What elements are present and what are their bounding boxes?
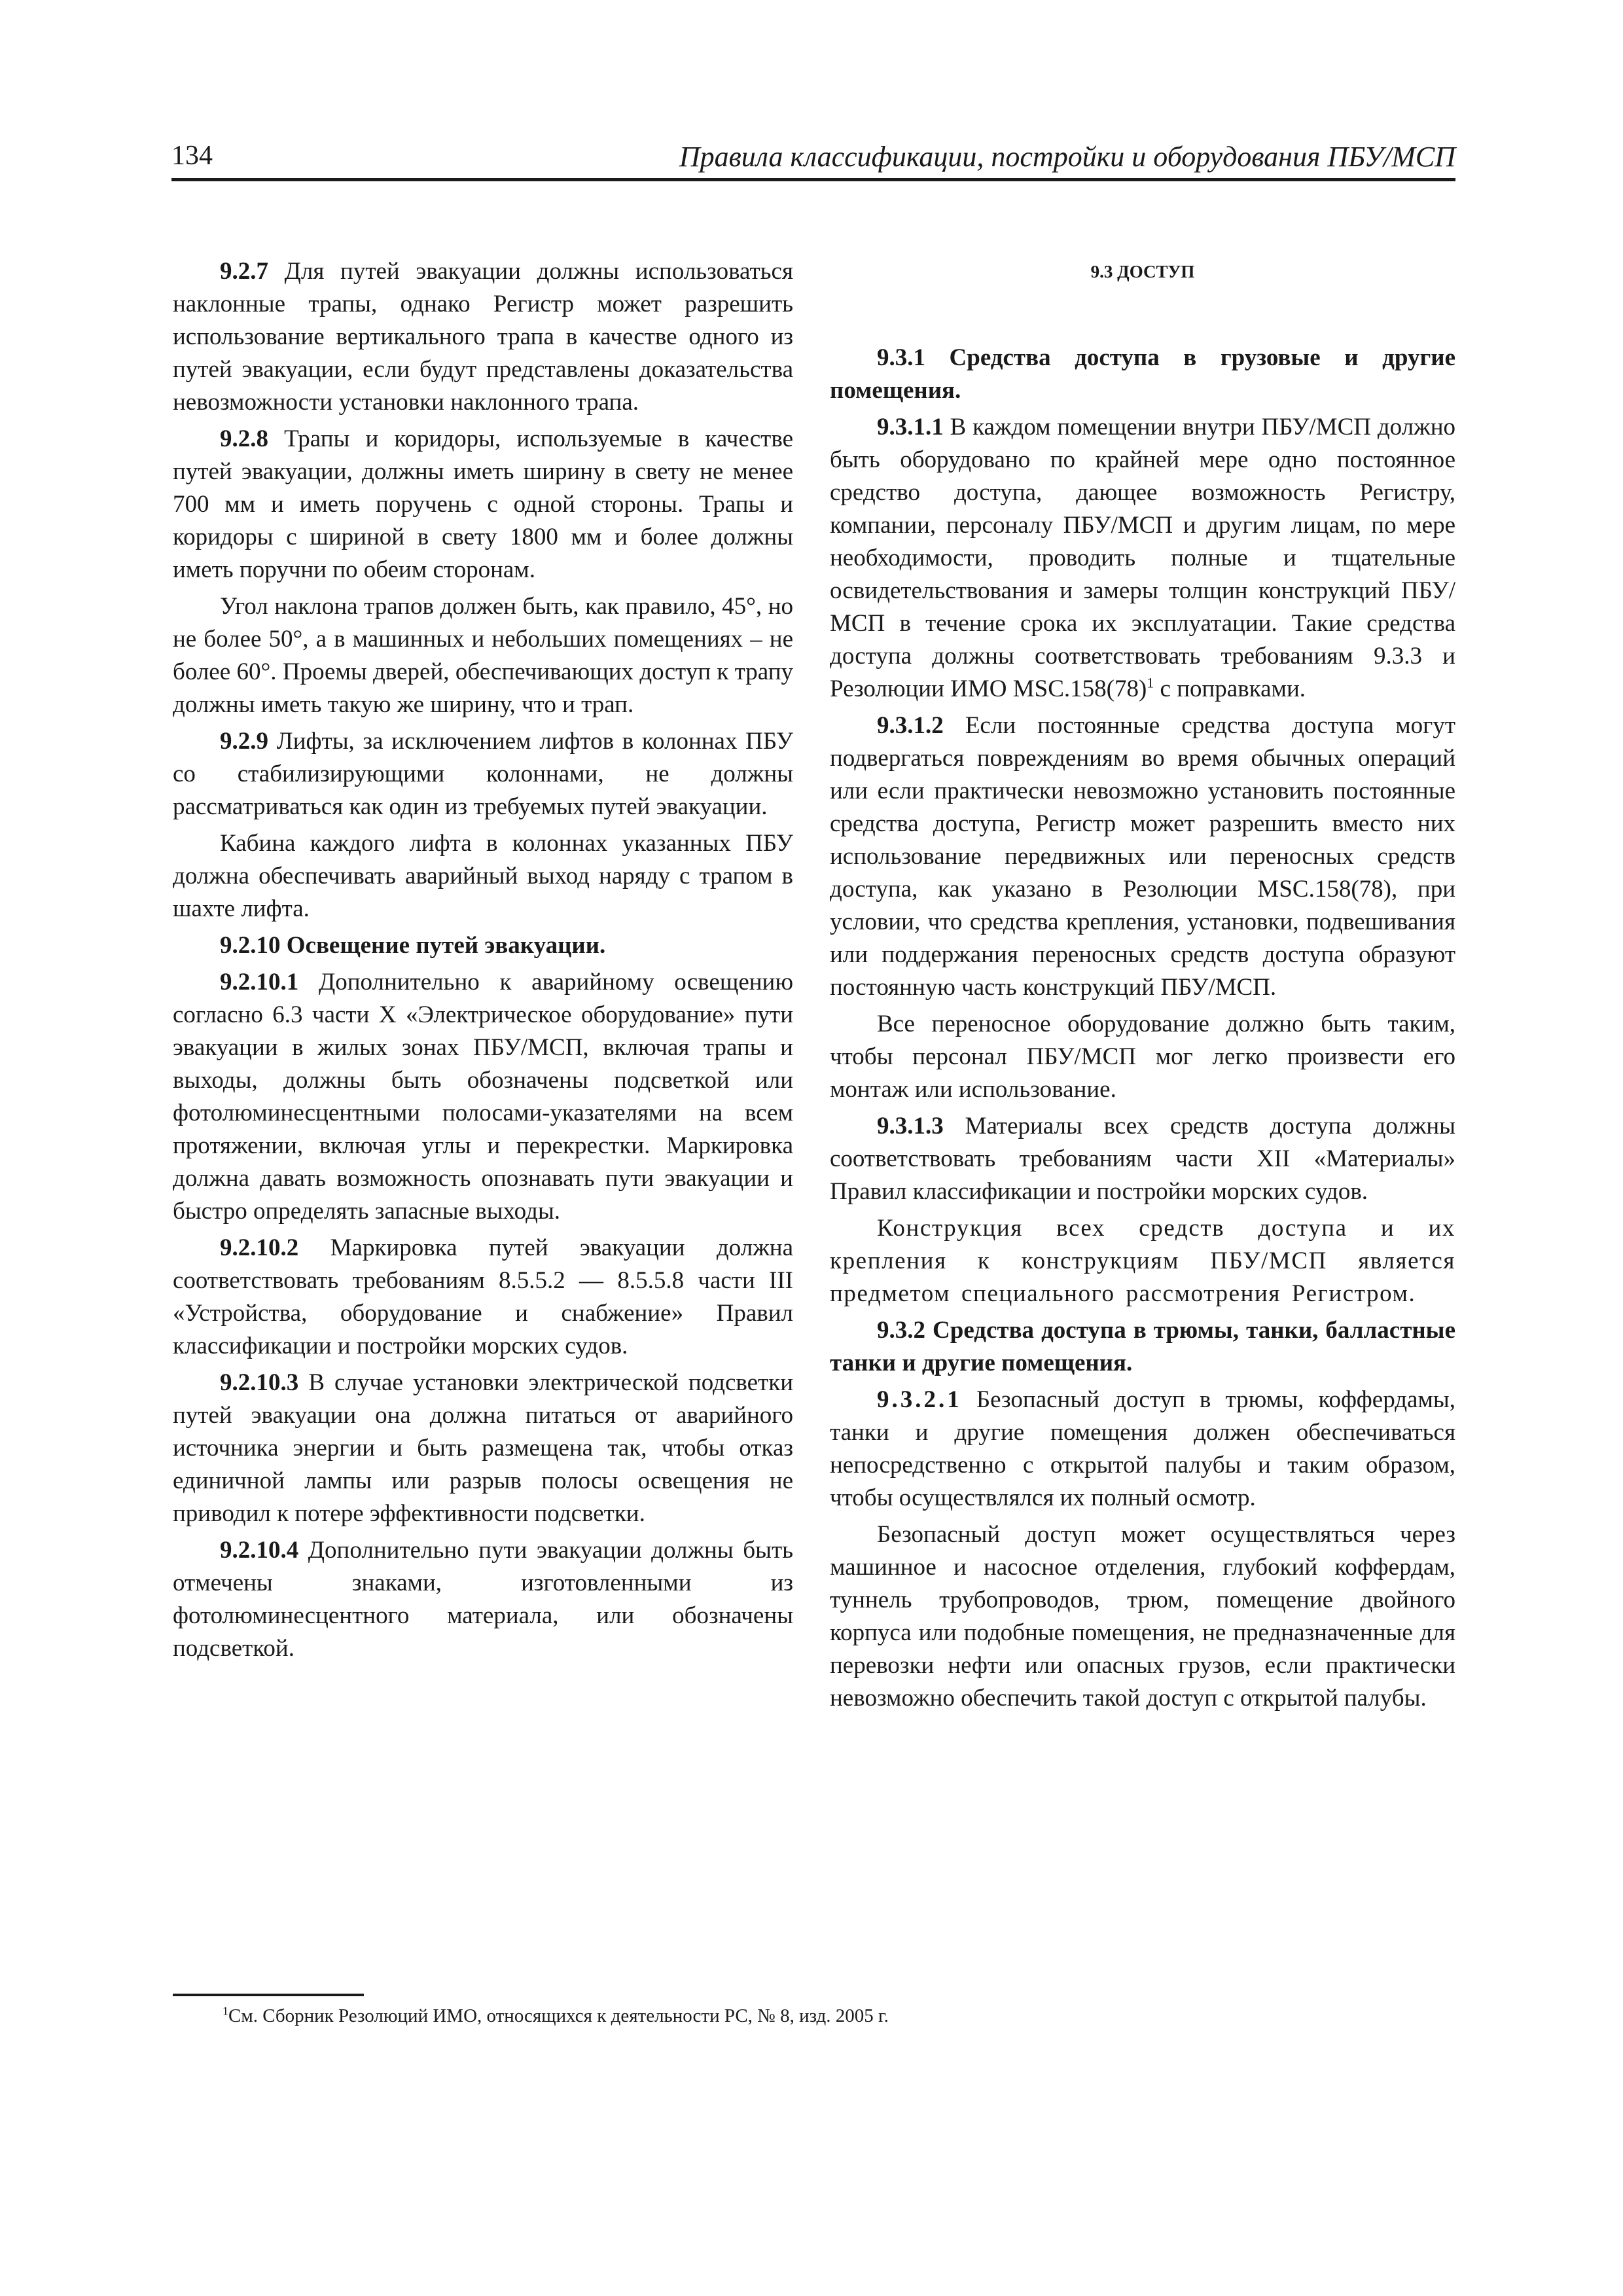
paragraph-9-2-10-4 xyxy=(173,1534,793,1665)
paragraph-9-2-10-1 xyxy=(173,966,793,1228)
clause-number: 9.2.8 xyxy=(220,425,268,452)
paragraph-text: Кабина каждого лифта в колоннах указанных ПБУ должна обеспечивать аварийный выход наряду с трапом в шахте лифта. xyxy=(173,830,793,922)
footnote-rule xyxy=(173,1994,364,1996)
paragraph-9-2-10-2 xyxy=(173,1232,793,1363)
clause-number: 9.2.10.4 xyxy=(220,1537,299,1564)
paragraph-text: Безопасный доступ в трюмы, коффердамы, танки и другие помещения должен обеспечиваться непосредственно с открытой палубы и таким образом, чтобы осуществлялся их полный осмотр. xyxy=(830,1386,1455,1511)
paragraph-stair-angle xyxy=(173,590,793,721)
footnote-text: См. Сборник Резолюций ИМО, относящихся к деятельности РС, № 8, изд. 2005 г. xyxy=(228,2005,889,2026)
paragraph-construction xyxy=(830,1212,1455,1310)
paragraph-text: Материалы всех средств доступа должны соответствовать требованиям части XII «Материалы» Правил классификации и постройки морских судов. xyxy=(830,1113,1455,1205)
paragraph-9-3-1-2 xyxy=(830,709,1455,1004)
footnote-marker: 1 xyxy=(223,2004,228,2018)
clause-number: 9.2.10.2 xyxy=(220,1234,299,1261)
footnote-reference: 1 xyxy=(1147,674,1154,691)
paragraph-text: Дополнительно пути эвакуации должны быть отмечены знаками, изготовленными из фотолюминесцентного материала, или обозначены подсветкой. xyxy=(173,1537,793,1662)
clause-number: 9.3.2.1 xyxy=(877,1386,962,1413)
heading-9-3-2 xyxy=(830,1314,1455,1380)
heading-9-2-10 xyxy=(173,929,793,962)
paragraph-safe-access xyxy=(830,1518,1455,1715)
paragraph-text-tail: с поправками. xyxy=(1154,675,1306,702)
paragraph-9-2-7 xyxy=(173,255,793,419)
paragraph-text: В каждом помещении внутри ПБУ/МСП должно быть оборудовано по крайней мере одно постоянное средство доступа, дающее возможность Регистру, компании, персоналу ПБУ/МСП и другим лицам, по мере необходимости, проводить полные и тщательные освидетельствования и замеры толщин конструкций ПБУ/МСП в течение срока их эксплуатации. Такие средства доступа должны соответствовать требованиям 9.3.3 и Резолюции ИМО MSC.158(78) xyxy=(830,414,1455,702)
paragraph-9-3-1-3 xyxy=(830,1110,1455,1208)
clause-number: 9.2.10.3 xyxy=(220,1369,299,1396)
paragraph-lift-cabin xyxy=(173,827,793,925)
paragraph-9-2-8 xyxy=(173,423,793,586)
clause-number: 9.2.10.1 xyxy=(220,969,299,996)
clause-number: 9.3.1.2 xyxy=(877,712,944,739)
paragraph-text: Конструкция всех средств доступа и их крепления к конструкциям ПБУ/МСП является предметом специального рассмотрения Регистром. xyxy=(830,1215,1455,1307)
clause-heading: 9.3.1 Средства доступа в грузовые и другие помещения. xyxy=(830,344,1455,404)
paragraph-text: Если постоянные средства доступа могут подвергаться повреждениям во время обычных операций или если практически невозможно установить постоянные средства доступа, Регистр может разрешить вместо них использование передвижных или переносных средств доступа, как указано в Резолюции MSC.158(78), при условии, что средства крепления, установки, подвешивания или поддержания переносных средств доступа образуют постоянную часть конструкций ПБУ/МСП. xyxy=(830,712,1455,1001)
clause-heading: 9.3.2 Средства доступа в трюмы, танки, балластные танки и другие помещения. xyxy=(830,1317,1455,1376)
paragraph-text: Трапы и коридоры, используемые в качестве путей эвакуации, должны иметь ширину в свету не менее 700 мм и иметь поручень с одной стороны. Трапы и коридоры с шириной в свету 1800 мм и более должны иметь поручни по обеим сторонам. xyxy=(173,425,793,583)
paragraph-text: В случае установки электрической подсветки путей эвакуации она должна питаться от аварийного источника энергии и быть размещена так, чтобы отказ единичной лампы или разрыв полосы освещения не приводил к потере эффективности подсветки. xyxy=(173,1369,793,1527)
paragraph-text: Маркировка путей эвакуации должна соответствовать требованиям 8.5.5.2 — 8.5.5.8 части III «Устройства, оборудование и снабжение» Правил классификации и постройки морских судов. xyxy=(173,1234,793,1359)
clause-number: 9.2.9 xyxy=(220,728,268,755)
header-rule xyxy=(171,178,1455,181)
clause-number: 9.2.7 xyxy=(220,258,268,285)
paragraph-text: Безопасный доступ может осуществляться через машинное и насосное отделения, глубокий коффердам, туннель трубопроводов, трюм, помещение двойного корпуса или подобные помещения, не предназначенные для перевозки нефти или опасных грузов, если практически невозможно обеспечить такой доступ с открытой палубы. xyxy=(830,1521,1455,1712)
clause-number: 9.3.1.3 xyxy=(877,1113,944,1139)
page-header xyxy=(171,140,1455,179)
paragraph-portable-equipment xyxy=(830,1008,1455,1106)
left-column xyxy=(173,255,793,1669)
footnote xyxy=(223,2005,889,2027)
section-title: 9.3 ДОСТУП xyxy=(1090,262,1195,281)
running-title: Правила классификации, постройки и оборудования ПБУ/МСП xyxy=(679,141,1455,173)
paragraph-9-3-1-1 xyxy=(830,411,1455,706)
clause-heading: 9.2.10 Освещение путей эвакуации. xyxy=(220,932,606,959)
paragraph-9-2-10-3 xyxy=(173,1367,793,1530)
paragraph-text: Угол наклона трапов должен быть, как правило, 45°, но не более 50°, а в машинных и небольших помещениях – не более 60°. Проемы дверей, обеспечивающих доступ к трапу должны иметь такую же ширину, что и трап. xyxy=(173,593,793,718)
paragraph-text: Лифты, за исключением лифтов в колоннах ПБУ со стабилизирующими колоннами, не должны рассматриваться как один из требуемых путей эвакуации. xyxy=(173,728,793,820)
page-number: 134 xyxy=(171,141,213,171)
paragraph-9-2-9 xyxy=(173,725,793,823)
paragraph-9-3-2-1 xyxy=(830,1384,1455,1515)
heading-9-3-1 xyxy=(830,342,1455,407)
paragraph-text: Дополнительно к аварийному освещению согласно 6.3 части X «Электрическое оборудование» пути эвакуации в жилых зонах ПБУ/МСП, включая трапы и выходы, должны быть обозначены подсветкой или фотолюминесцентными полосами-указателями на всем протяжении, включая углы и перекрестки. Маркировка должна давать возможность опознавать пути эвакуации и быстро определять запасные выходы. xyxy=(173,969,793,1225)
right-column xyxy=(830,255,1455,1719)
clause-number: 9.3.1.1 xyxy=(877,414,944,440)
paragraph-text: Для путей эвакуации должны использоваться наклонные трапы, однако Регистр может разрешить использование вертикального трапа в качестве одного из путей эвакуации, если будут представлены доказательства невозможности установки наклонного трапа. xyxy=(173,258,793,416)
paragraph-text: Все переносное оборудование должно быть таким, чтобы персонал ПБУ/МСП мог легко произвести его монтаж или использование. xyxy=(830,1011,1455,1103)
